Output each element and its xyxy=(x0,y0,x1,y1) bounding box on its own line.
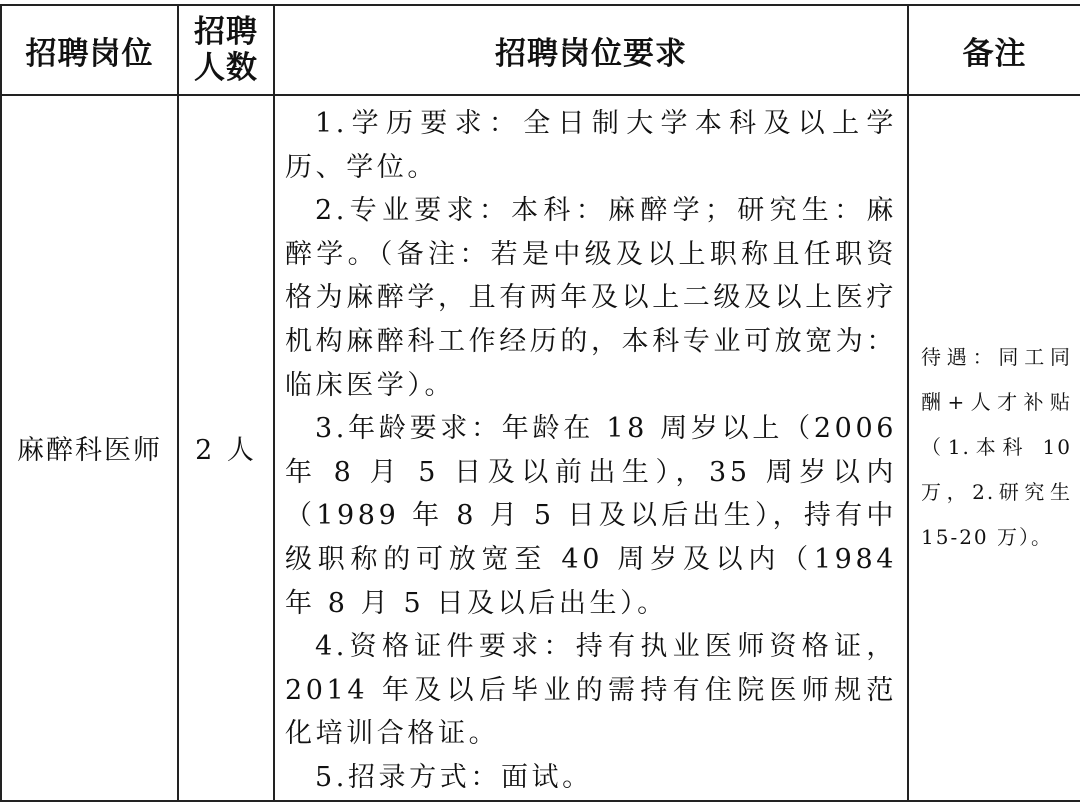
post-name: 麻醉科医师 xyxy=(17,435,162,467)
requirement-age: 3.年龄要求：年龄在 18 周岁以上（2006 年 8 月 5 日及以前出生），35 周岁以内（1989 年 8 月 5 日及以后出生），持有中级职称的可放宽至 40 周岁及以内（1984 年 8 月 5 日及以后出生）。 xyxy=(285,413,897,619)
requirement-method: 5.招录方式：面试。 xyxy=(315,761,593,793)
header-row xyxy=(1,5,1080,95)
header-requirements xyxy=(274,5,908,95)
post-count: 2 人 xyxy=(195,435,257,467)
post-cell xyxy=(1,95,178,801)
requirements-cell xyxy=(274,95,908,801)
header-note-label: 备注 xyxy=(962,35,1027,72)
header-count-line1: 招聘 xyxy=(194,14,258,50)
header-count xyxy=(178,5,274,95)
header-count-line2: 人数 xyxy=(194,50,258,86)
recruitment-table xyxy=(0,4,1080,802)
requirement-certificate: 4.资格证件要求：持有执业医师资格证，2014 年及以后毕业的需持有住院医师规范化培训合格证。 xyxy=(285,631,897,750)
header-post-label: 招聘岗位 xyxy=(25,35,154,72)
note-text: 待遇：同工同酬+人才补贴（1.本科 10 万，2.研究生 15-20 万）。 xyxy=(921,345,1072,550)
header-requirements-label: 招聘岗位要求 xyxy=(495,35,687,72)
header-post xyxy=(1,5,178,95)
table-row xyxy=(1,95,1080,801)
note-cell xyxy=(908,95,1080,801)
header-note xyxy=(908,5,1080,95)
count-cell xyxy=(178,95,274,801)
requirement-education: 1.学历要求：全日制大学本科及以上学历、学位。 xyxy=(285,108,897,183)
requirement-major: 2.专业要求：本科：麻醉学；研究生：麻醉学。（备注：若是中级及以上职称且任职资格为麻醉学，且有两年及以上二级及以上医疗机构麻醉科工作经历的，本科专业可放宽为：临床医学）。 xyxy=(285,195,897,401)
